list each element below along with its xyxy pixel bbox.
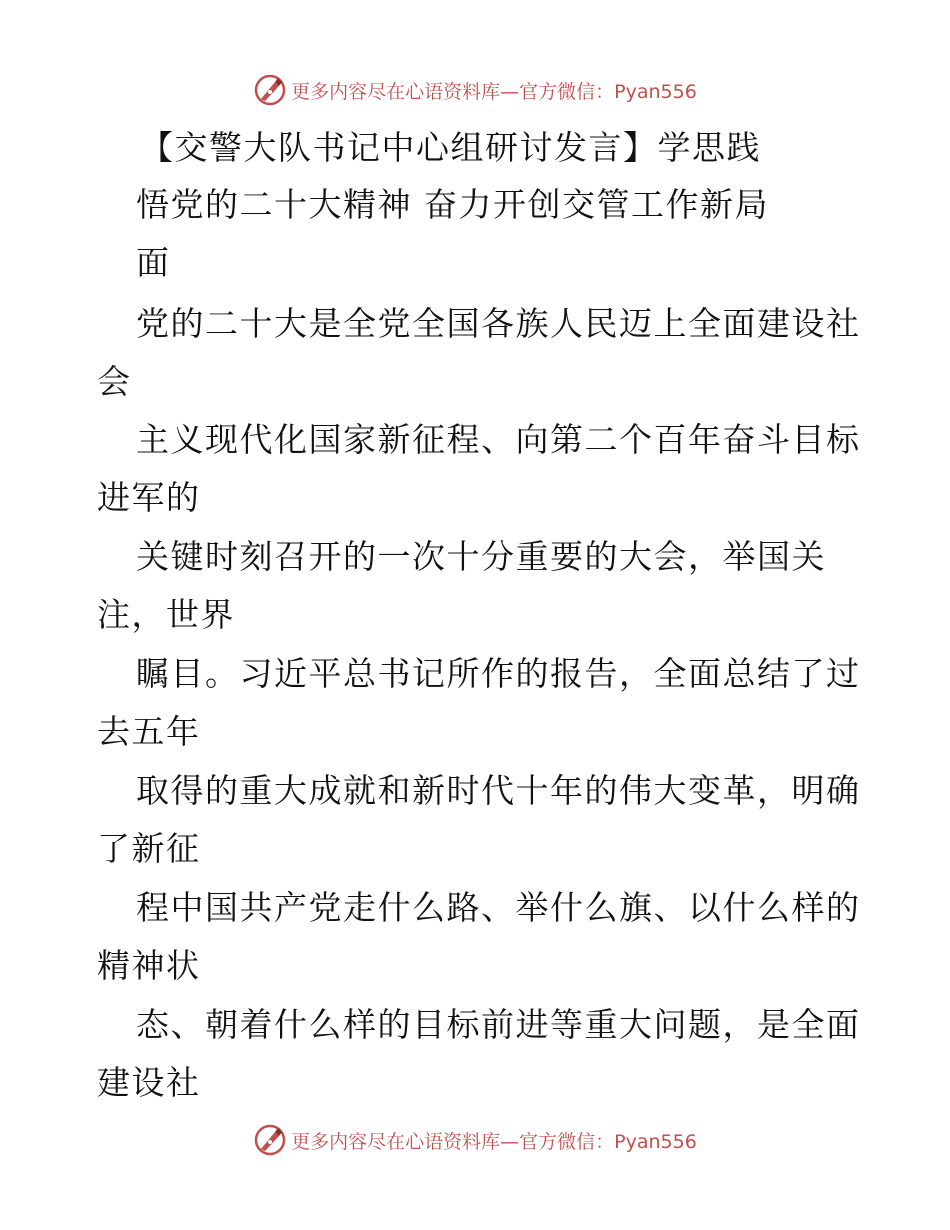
banner-text: 更多内容尽在心语资料库—官方微信：Pyan556 [291, 80, 697, 103]
title-line-1: 【交警大队书记中心组研讨发言】学思践 [140, 128, 761, 167]
body-line: 进军的 [97, 478, 201, 517]
body-line: 瞩目。习近平总书记所作的报告，全面总结了过 [136, 654, 861, 693]
body-line: 党的二十大是全党全国各族人民迈上全面建设社 [136, 304, 861, 343]
pen-nib-logo-icon [253, 1123, 287, 1157]
body-line: 会 [97, 362, 132, 401]
body-line: 取得的重大成就和新时代十年的伟大变革，明确 [136, 771, 861, 810]
body-line: 程中国共产党走什么路、举什么旗、以什么样的 [136, 888, 861, 927]
banner-text: 更多内容尽在心语资料库—官方微信：Pyan556 [291, 1130, 697, 1153]
body-line: 态、朝着什么样的目标前进等重大问题，是全面 [136, 1005, 861, 1044]
body-line: 精神状 [97, 946, 201, 985]
body-line: 了新征 [97, 829, 201, 868]
body-line: 主义现代化国家新征程、向第二个百年奋斗目标 [136, 420, 861, 459]
title-line-3: 面 [136, 243, 171, 282]
body-line: 关键时刻召开的一次十分重要的大会，举国关 [136, 537, 826, 576]
body-line: 建设社 [97, 1063, 201, 1102]
body-line: 注，世界 [97, 595, 235, 634]
title-line-2: 悟党的二十大精神 奋力开创交管工作新局 [136, 185, 769, 224]
footer-banner [0, 1120, 950, 1160]
body-line: 去五年 [97, 712, 201, 751]
